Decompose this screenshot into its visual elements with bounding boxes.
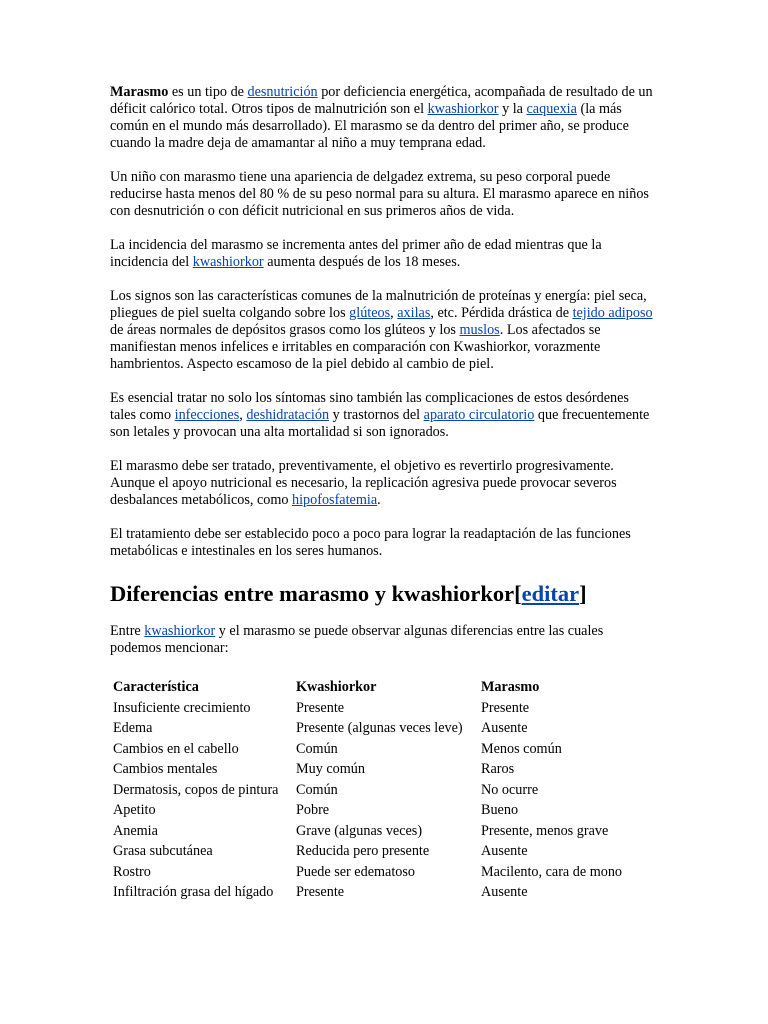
table-cell: Presente bbox=[481, 699, 530, 716]
text: y la bbox=[498, 101, 527, 117]
table-cell: No ocurre bbox=[481, 781, 539, 798]
table-cell: Reducida pero presente bbox=[296, 843, 430, 859]
link-aparato-circulatorio[interactable]: aparato circulatorio bbox=[423, 407, 535, 423]
text: La incidencia del marasmo se incrementa antes del primer año de edad mientras que la incidencia del bbox=[110, 237, 602, 270]
paragraph-complications bbox=[110, 390, 655, 441]
paragraph-appearance: Un niño con marasmo tiene una apariencia de delgadez extrema, su peso corporal puede reducirse hasta menos del 80 % de su peso normal para su altura. El marasmo aparece en niños con desnutrición o con déficit nutricional en sus primeros años de vida. bbox=[110, 169, 649, 219]
table-cell: Rostro bbox=[113, 863, 151, 880]
text: es un tipo de bbox=[168, 84, 248, 100]
table-row bbox=[110, 718, 631, 739]
table-cell: Ausente bbox=[481, 884, 528, 900]
paragraph-treatment-gradual: El tratamiento debe ser establecido poco a poco para lograr la readaptación de las funciones metabólicas e intestinales en los seres humanos. bbox=[110, 526, 631, 559]
paragraph-treatment bbox=[110, 458, 655, 509]
text: por deficiencia energética, acompañada de resultado de un déficit calórico total. Otros tipos de malnutrición son el bbox=[110, 84, 653, 117]
table-cell: Insuficiente crecimiento bbox=[113, 699, 251, 716]
link-desnutricion[interactable]: desnutrición bbox=[247, 84, 318, 100]
comparison-table bbox=[110, 677, 631, 903]
link-tejido-adiposo[interactable]: tejido adiposo bbox=[572, 305, 653, 321]
text: Entre bbox=[110, 623, 145, 639]
term-marasmo: Marasmo bbox=[110, 84, 169, 100]
column-header: Kwashiorkor bbox=[296, 679, 377, 695]
article-body bbox=[110, 84, 655, 903]
text: Es esencial tratar no solo los síntomas sino también las complicaciones de estos desórdenes tales como bbox=[110, 390, 629, 423]
table-cell: Ausente bbox=[481, 843, 528, 859]
text: de áreas normales de depósitos grasos como los glúteos y los bbox=[110, 322, 460, 338]
table-cell: Común bbox=[296, 740, 338, 757]
table-cell: Grave (algunas veces) bbox=[296, 822, 423, 839]
table-cell: Infiltración grasa del hígado bbox=[113, 884, 274, 900]
table-cell: Pobre bbox=[296, 802, 330, 818]
table-row bbox=[110, 841, 631, 862]
table-cell: Dermatosis, copos de pintura bbox=[113, 781, 279, 798]
table-row bbox=[110, 739, 631, 760]
section-heading bbox=[110, 580, 655, 608]
link-caquexia[interactable]: caquexia bbox=[526, 101, 577, 117]
link-kwashiorkor[interactable]: kwashiorkor bbox=[144, 623, 216, 639]
text: , bbox=[239, 407, 247, 423]
section-heading-text: Diferencias entre marasmo y kwashiorkor bbox=[110, 581, 515, 606]
text: . bbox=[377, 492, 381, 508]
edit-link[interactable]: editar bbox=[521, 581, 580, 606]
paragraph-intro bbox=[110, 84, 655, 152]
table-cell: Menos común bbox=[481, 740, 562, 757]
link-kwashiorkor[interactable]: kwashiorkor bbox=[192, 254, 264, 270]
table-cell: Raros bbox=[481, 761, 515, 777]
table-cell: Cambios mentales bbox=[113, 761, 218, 777]
table-row bbox=[110, 821, 631, 842]
table-row bbox=[110, 862, 631, 883]
text: , bbox=[390, 305, 398, 321]
text: (la más común en el mundo más desarrollado). El marasmo se da dentro del primer año, se produce cuando la madre deja de amamantar al niño a muy temprana edad. bbox=[110, 101, 629, 151]
table-cell: Apetito bbox=[113, 802, 156, 818]
table-cell: Cambios en el cabello bbox=[113, 740, 239, 757]
bracket: [ bbox=[514, 581, 522, 606]
paragraph-incidence bbox=[110, 237, 655, 271]
table-cell: Anemia bbox=[113, 822, 158, 839]
text: y el marasmo se puede observar algunas diferencias entre las cuales podemos mencionar: bbox=[110, 623, 604, 656]
text: y trastornos del bbox=[329, 407, 424, 423]
table-cell: Presente (algunas veces leve) bbox=[296, 720, 463, 736]
table-cell: Edema bbox=[113, 720, 153, 736]
link-hipofosfatemia[interactable]: hipofosfatemia bbox=[292, 492, 378, 508]
column-header: Característica bbox=[113, 679, 199, 695]
link-deshidratacion[interactable]: deshidratación bbox=[246, 407, 330, 423]
text: , etc. Pérdida drástica de bbox=[430, 305, 573, 321]
paragraph-signs bbox=[110, 288, 655, 373]
link-kwashiorkor[interactable]: kwashiorkor bbox=[427, 101, 499, 117]
table-cell: Bueno bbox=[481, 802, 519, 818]
bracket: ] bbox=[579, 581, 587, 606]
table-row bbox=[110, 759, 631, 780]
table-cell: Presente, menos grave bbox=[481, 822, 609, 839]
text: que frecuentemente son letales y provocan una alta mortalidad si son ignorados. bbox=[110, 407, 650, 440]
table-cell: Presente bbox=[296, 699, 345, 716]
table-cell: Muy común bbox=[296, 761, 365, 777]
column-header: Marasmo bbox=[481, 679, 540, 695]
table-cell: Macilento, cara de mono bbox=[481, 863, 623, 880]
table-cell: Ausente bbox=[481, 720, 528, 736]
text: . Los afectados se manifiestan menos infelices e irritables en comparación con Kwashiorkor, vorazmente hambrientos. Aspecto escamoso de la piel debido al cambio de piel. bbox=[110, 322, 601, 372]
table-row bbox=[110, 882, 631, 903]
table-row bbox=[110, 800, 631, 821]
paragraph-section-intro bbox=[110, 623, 655, 657]
table-cell: Grasa subcutánea bbox=[113, 843, 213, 859]
table-cell: Presente bbox=[296, 884, 345, 900]
table-cell: Puede ser edematoso bbox=[296, 863, 415, 880]
text: El marasmo debe ser tratado, preventivamente, el objetivo es revertirlo progresivamente. Aunque el apoyo nutricional es necesario, la replicación agresiva puede provocar severos desbalances metabólicos, como bbox=[110, 458, 617, 508]
link-muslos[interactable]: muslos bbox=[459, 322, 500, 338]
text: Los signos son las características comunes de la malnutrición de proteínas y energía: piel seca, pliegues de piel suelta colgando sobre los bbox=[110, 288, 647, 321]
text: aumenta después de los 18 meses. bbox=[263, 254, 461, 270]
table-header-row bbox=[110, 677, 631, 698]
table-row bbox=[110, 698, 631, 719]
table-row bbox=[110, 780, 631, 801]
link-axilas[interactable]: axilas bbox=[397, 305, 431, 321]
link-gluteos[interactable]: glúteos bbox=[349, 305, 391, 321]
table-cell: Común bbox=[296, 781, 338, 798]
link-infecciones[interactable]: infecciones bbox=[174, 407, 240, 423]
